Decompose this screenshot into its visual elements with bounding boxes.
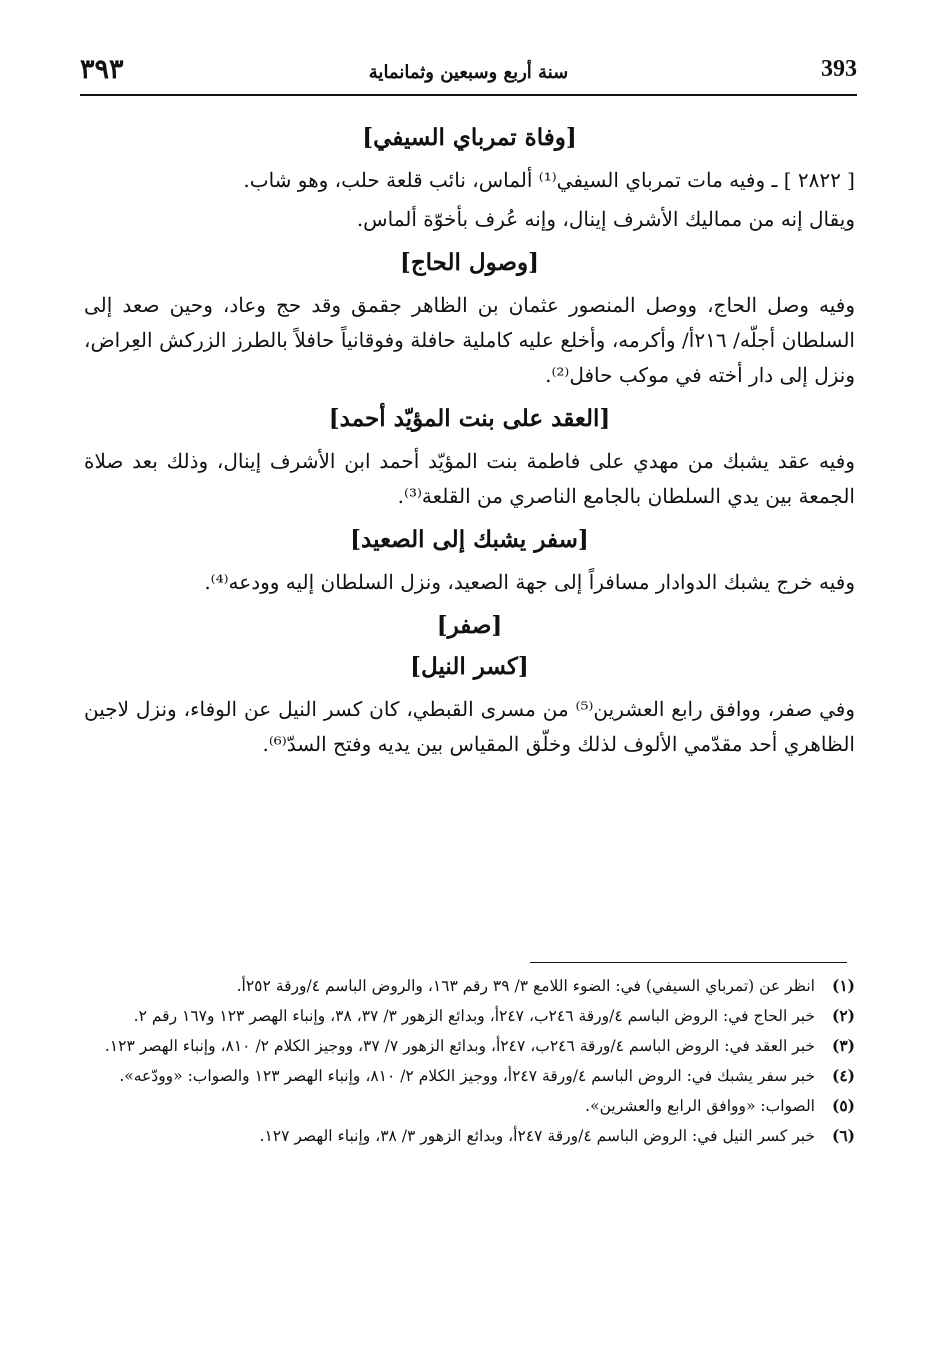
section-heading: [كسر النيل] xyxy=(410,653,529,681)
footnote-text: خبر الحاج في: الروض الباسم ٤/ورقة ٢٤٦ب، ٢٤٧أ، وبدائع الزهور ٣/ ٣٧، ٣٨، وإنباء الهصر ١٢٣ و١٦٧ رقم ٢. xyxy=(133,1007,815,1025)
footnote-number: (٥) xyxy=(831,1096,855,1115)
section-heading: [وفاة تمرباي السيفي] xyxy=(362,124,577,151)
running-title: سنة أربع وسبعين وثمانماية xyxy=(368,62,569,83)
paragraph: [ ٢٨٢٢ ] ـ وفيه مات تمرباي السيفي⁽¹⁾ ألماس، نائب قلعة حلب، وهو شاب. xyxy=(243,168,855,193)
section-heading: [العقد على بنت المؤيّد أحمد] xyxy=(328,405,611,433)
footnote-text: الصواب: «ووافق الرابع والعشرين». xyxy=(585,1097,815,1115)
paragraph: ويقال إنه من مماليك الأشرف إينال، وإنه عُرف بأخوّة ألماس. xyxy=(356,207,855,232)
section-heading: [وصول الحاج] xyxy=(399,249,540,277)
page-header xyxy=(80,52,857,96)
footnote-number: (١) xyxy=(831,976,855,995)
footnote xyxy=(84,1092,855,1120)
paragraph: وفيه خرج يشبك الدوادار مسافراً إلى جهة الصعيد، ونزل السلطان إليه وودعه⁽⁴⁾. xyxy=(204,570,855,595)
footnote-text: انظر عن (تمرباي السيفي) في: الضوء اللامع ٣/ ٣٩ رقم ١٦٣، والروض الباسم ٤/ورقة ٢٥٢أ. xyxy=(236,977,815,995)
paragraph: وفي صفر، ووافق رابع العشرين⁽⁵⁾ من مسرى القبطي، كان كسر النيل عن الوفاء، ونزل لاجين الظاهري أحد مقدّمي الألوف لذلك وخلّق المقياس بين يديه وفتح السدّ⁽⁶⁾. xyxy=(84,697,856,757)
footnote-text: خبر كسر النيل في: الروض الباسم ٤/ورقة ٢٤٧أ، وبدائع الزهور ٣/ ٣٨، وإنباء الهصر ١٢٧. xyxy=(259,1127,815,1145)
paragraph: وفيه عقد يشبك من مهدي على فاطمة بنت المؤيّد أحمد ابن الأشرف إينال، وذلك بعد صلاة الجمعة بين يدي السلطان بالجامع الناصري من القلعة⁽³⁾. xyxy=(84,449,855,509)
footnote xyxy=(84,972,855,1000)
footnote-number: (٤) xyxy=(831,1066,855,1085)
footnote-text: خبر سفر يشبك في: الروض الباسم ٤/ورقة ٢٤٧أ، ووجيز الكلام ٢/ ٨١٠، وإنباء الهصر ١٢٣ والصواب: «وودّعه». xyxy=(119,1067,815,1085)
header-rule xyxy=(80,94,857,96)
footnote xyxy=(84,1062,855,1090)
footnote-rule xyxy=(530,962,847,963)
footnote xyxy=(84,1032,855,1060)
section-heading: [سفر يشبك إلى الصعيد] xyxy=(350,526,589,554)
paragraph: وفيه وصل الحاج، ووصل المنصور عثمان بن الظاهر جقمق وقد حج وعاد، وحين صعد إلى السلطان أجلّه/ ٢١٦أ/ وأكرمه، وأخلع عليه كاملية حافلة وفوقانياً حافلاً بالطرز الزركش العِراض، ونزل إلى دار أخته في موكب حافل⁽²⁾. xyxy=(84,293,855,388)
month-heading: [صفر] xyxy=(436,612,503,640)
footnote-number: (٣) xyxy=(831,1036,855,1055)
footnote-number: (٢) xyxy=(831,1006,855,1025)
footnote-text: خبر العقد في: الروض الباسم ٤/ورقة ٢٤٦ب، ٢٤٧أ، وبدائع الزهور ٧/ ٣٧، ووجيز الكلام ٢/ ٨١٠، وإنباء الهصر ١٢٣. xyxy=(104,1037,815,1055)
page-number-arabic: ٣٩٣ xyxy=(80,54,124,85)
footnotes xyxy=(84,972,855,1152)
main-text xyxy=(84,112,855,766)
footnote xyxy=(84,1002,855,1030)
footnote xyxy=(84,1122,855,1150)
footnote-number: (٦) xyxy=(831,1126,855,1145)
page-number: 393 xyxy=(821,56,857,82)
